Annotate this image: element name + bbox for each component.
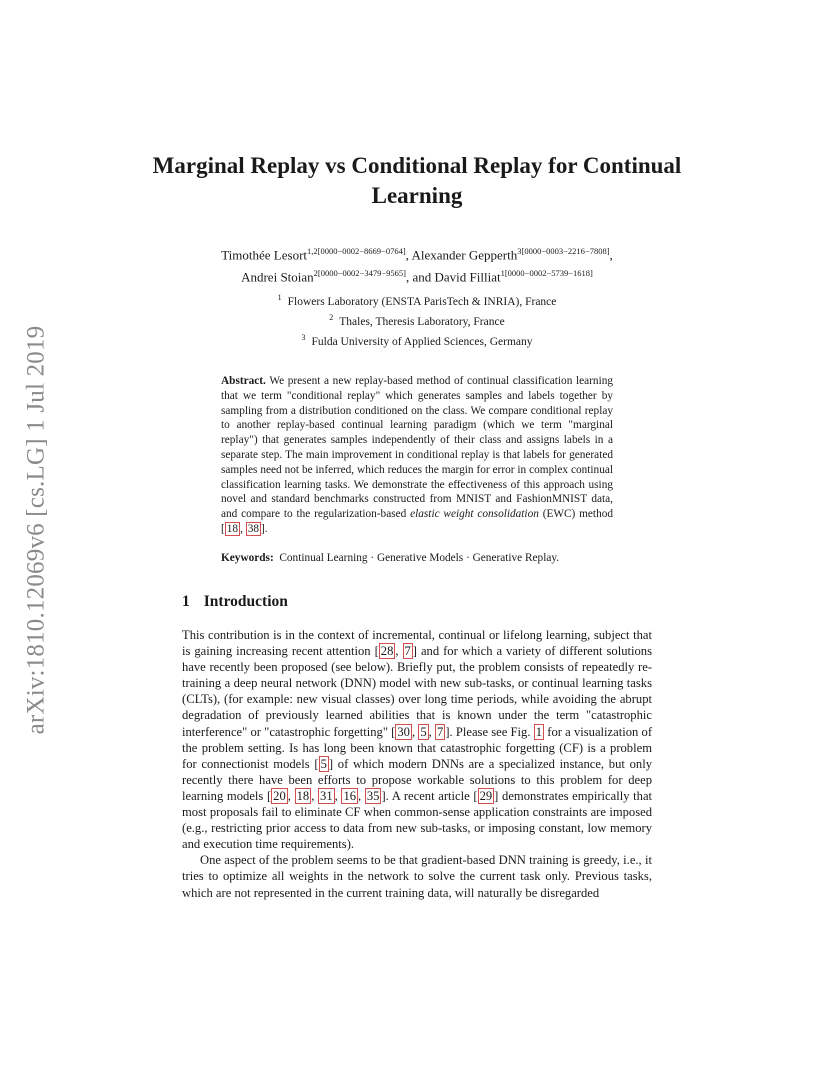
affiliation-list xyxy=(150,290,684,349)
paragraph-text: ]. Please see Fig. xyxy=(445,724,534,739)
citation-separator: , xyxy=(395,644,403,659)
citation-link[interactable]: 7 xyxy=(437,724,444,739)
arxiv-identifier-text: arXiv:1810.12069v6 [cs.LG] 1 Jul 2019 xyxy=(22,325,49,735)
citation-link[interactable]: 31 xyxy=(320,788,333,803)
citation-link[interactable]: 38 xyxy=(247,522,260,535)
paragraph-text: This contribution is in the context of incremental, continual or lifelong learning, subject that is gaining increasing recent attention [ xyxy=(182,628,652,659)
author-superscript: 3[0000−0003−2216−7808] xyxy=(517,246,610,256)
section-title: Introduction xyxy=(203,593,288,610)
author-superscript: 1,2[0000−0002−8669−0764] xyxy=(307,246,406,256)
citation-separator: , xyxy=(428,724,436,739)
author-separator: , and xyxy=(405,269,435,285)
author-name: Alexander Gepperth xyxy=(411,247,518,263)
author-list xyxy=(150,242,684,287)
affiliation-text: Fulda University of Applied Sciences, Germany xyxy=(311,335,533,348)
citation-separator: , xyxy=(358,788,365,803)
citation-link[interactable]: 35 xyxy=(366,788,380,803)
paragraph xyxy=(182,627,652,852)
section-number: 1 xyxy=(182,593,190,610)
keywords-text: Continual Learning · Generative Models · Generative Replay. xyxy=(279,552,560,564)
author-name: Timothée Lesort xyxy=(221,247,308,263)
author-superscript: 1[0000−0002−5739−1618] xyxy=(500,268,593,279)
affiliation-item xyxy=(150,310,684,330)
arxiv-identifier xyxy=(16,300,56,760)
abstract xyxy=(221,374,613,537)
citation-link[interactable]: 28 xyxy=(380,644,394,659)
abstract-text: (EWC) method [ xyxy=(221,508,614,535)
citation-link[interactable]: 20 xyxy=(273,788,286,803)
abstract-text: We present a new replay-based method of continual classification learning that we term "conditional replay" which generates samples and labels together by sampling from a distribution conditioned on the class. We compare conditional replay to another replay-based continual learning paradigm (which we term "marginal replay") that generates samples independently of their class and assigns labels in a separate step. The main improvement in conditional replay is that labels for generated samples need not be inferred, which reduces the margin for error in complex continual classification learning tasks. We demonstrate the effectiveness of this approach using novel and standard benchmarks constructed from MNIST and FashionMNIST data, and compare to the regularization-based xyxy=(221,375,613,521)
figure-link[interactable]: 1 xyxy=(535,724,543,739)
citation-link[interactable]: 29 xyxy=(479,788,493,803)
section-heading xyxy=(182,592,652,612)
citation-separator: , xyxy=(334,788,342,803)
paragraph: One aspect of the problem seems to be that gradient-based DNN training is greedy, i.e., it tries to optimize all weights in the network to solve the current task only. Previous tasks, which are not represented in the current training data, will naturally be disregarded xyxy=(182,853,652,900)
keywords-label: Keywords: xyxy=(221,552,274,564)
citation-separator: , xyxy=(311,788,319,803)
body-text xyxy=(182,627,652,901)
citation-link[interactable]: 30 xyxy=(397,724,410,739)
author-name: Andrei Stoian xyxy=(241,269,314,285)
citation-link[interactable]: 5 xyxy=(320,756,327,771)
citation-link[interactable]: 7 xyxy=(404,644,411,659)
abstract-label: Abstract. xyxy=(221,375,266,387)
affiliation-number: 3 xyxy=(301,332,306,342)
paragraph-text: ] of which modern DNNs are a specialized instance, but only recently there have been efforts to propose workable solutions to this problem for deep learning models [ xyxy=(182,756,652,803)
paragraph-text: for a visualization of the problem setting. Is has long been known that catastrophic forgetting (CF) is a problem for connectionist models [ xyxy=(182,724,653,771)
keywords xyxy=(221,551,613,566)
citation-separator: , xyxy=(287,788,295,803)
paragraph-text: ]. A recent article [ xyxy=(381,788,478,803)
citation-link[interactable]: 18 xyxy=(296,788,310,803)
citation-separator: , xyxy=(240,522,246,535)
paragraph-text: ] and for which a variety of different solutions have recently been proposed (see below). Briefly put, the problem consists of repeatedly re-training a deep neural network (DNN) model with new sub-tasks, or continual learning tasks (CLTs), (for example: new visual classes) over long time periods, while avoiding the abrupt degradation of previously learned abilities that is known under the term "catastrophic interference" or "catastrophic forgetting" [ xyxy=(182,644,653,739)
affiliation-text: Flowers Laboratory (ENSTA ParisTech & INRIA), France xyxy=(287,295,557,308)
affiliation-number: 2 xyxy=(329,312,334,322)
citation-separator: , xyxy=(411,724,419,739)
abstract-text: ]. xyxy=(261,522,268,535)
citation-link[interactable]: 5 xyxy=(420,724,427,739)
author-superscript: 2[0000−0002−3479−9565] xyxy=(313,268,406,279)
abstract-italic-term: elastic weight consolidation xyxy=(410,508,539,521)
author-separator: , xyxy=(405,247,412,263)
affiliation-item xyxy=(150,290,684,310)
affiliation-number: 1 xyxy=(277,293,282,302)
affiliation-text: Thales, Theresis Laboratory, France xyxy=(339,315,505,328)
affiliation-item xyxy=(150,330,684,350)
citation-link[interactable]: 16 xyxy=(343,788,357,803)
paper-title: Marginal Replay vs Conditional Replay for Continual Learning xyxy=(152,153,682,208)
author-separator: , xyxy=(609,247,613,263)
paragraph-text: ] demonstrates empirically that most proposals fail to eliminate CF when common-sense application constraints are imposed (e.g., restricting prior access to data from new sub-tasks, or imposing constant, low memory and execution time requirements). xyxy=(182,788,653,852)
author-name: David Filliat xyxy=(434,269,501,285)
citation-link[interactable]: 18 xyxy=(226,522,239,535)
